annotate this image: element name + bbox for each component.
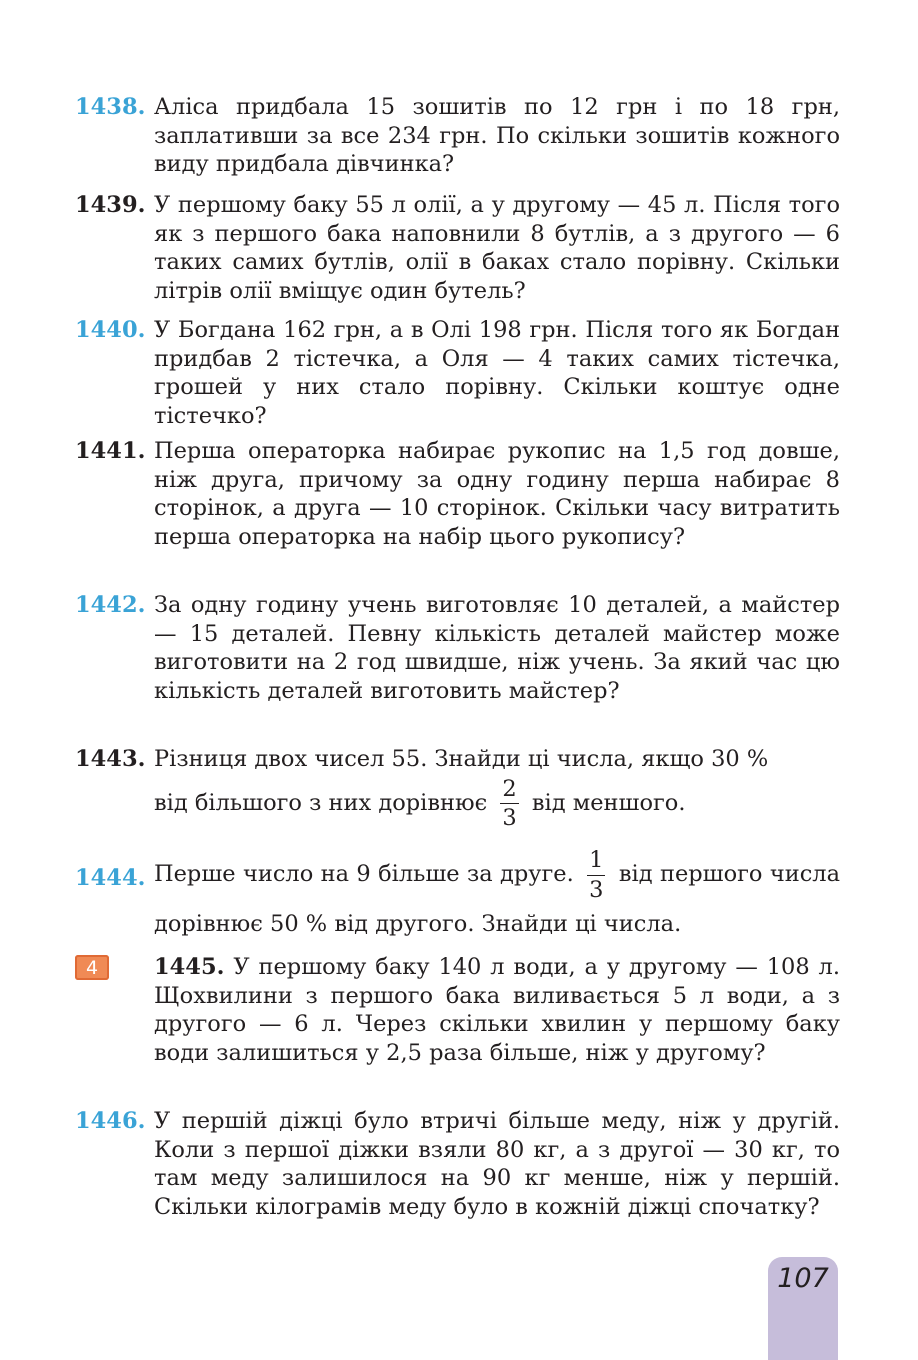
fraction bbox=[500, 775, 518, 831]
problem-text-line bbox=[154, 775, 840, 831]
problem-1438 bbox=[75, 93, 840, 179]
fraction-denominator: 3 bbox=[589, 876, 604, 903]
problem-text bbox=[154, 953, 840, 1067]
fraction-denominator: 3 bbox=[502, 805, 517, 831]
fraction-numerator: 2 bbox=[500, 778, 518, 805]
problem-text bbox=[154, 849, 840, 947]
problem-1439 bbox=[75, 191, 840, 305]
problem-1440 bbox=[75, 316, 840, 430]
fraction-numerator: 1 bbox=[587, 849, 605, 876]
text-before-fraction: Перше число на 9 більше за друге. bbox=[154, 861, 574, 887]
problem-number: 1446. bbox=[75, 1108, 146, 1134]
problem-number: 1439. bbox=[75, 192, 146, 218]
page-number-tab bbox=[768, 1257, 838, 1360]
problem-text: У першій діжці було втричі більше меду, ніж у другій. Коли з першої діжки взяли 80 кг, а з другої — 30 кг, то там меду залишилося на 90 кг менше, ніж у першій. Скільки кілограмів меду було в кожній діжці спочатку? bbox=[154, 1108, 840, 1220]
problem-text-line: Різниця двох чисел 55. Знайди ці числа, якщо 30 % bbox=[154, 746, 769, 772]
problem-1445 bbox=[75, 953, 840, 1067]
problem-1443 bbox=[75, 745, 840, 830]
fraction bbox=[587, 849, 605, 901]
text-before-fraction: від більшого з них дорівнює bbox=[154, 789, 488, 816]
problem-text: У першому баку 55 л олії, а у другому — 45 л. Після того як з першого бака наповнили 8 бутлів, а з другого — 6 таких самих бутлів, олії в баках стало порівну. Скільки літрів олії вміщує один бутель? bbox=[154, 192, 840, 304]
problem-1444 bbox=[75, 849, 840, 947]
problem-number: 1445. bbox=[154, 954, 225, 980]
problem-1446 bbox=[75, 1107, 840, 1221]
problem-1441 bbox=[75, 437, 840, 551]
text-after-fraction: від першого числа дорівнює 50 % від другого. Знайди ці числа. bbox=[154, 861, 841, 937]
problem-text-body: У першому баку 140 л води, а у другому — 108 л. Щохвилини з першого бака виливається 5 л води, а з другого — 6 л. Через скільки хвилин у першому баку води залишиться у 2,5 раза більше, ніж у другому? bbox=[154, 954, 841, 1066]
problem-number: 1444. bbox=[75, 865, 146, 891]
problem-1442 bbox=[75, 591, 840, 705]
problem-number: 1440. bbox=[75, 317, 146, 343]
problem-text: Аліса придбала 15 зошитів по 12 грн і по 18 грн, заплативши за все 234 грн. По скільки зошитів кожного виду придбала дівчинка? bbox=[154, 94, 840, 177]
problem-number: 1443. bbox=[75, 746, 146, 772]
problem-text: За одну годину учень виготовляє 10 деталей, а майстер — 15 деталей. Певну кількість деталей майстер може виготовити на 2 год швидше, ніж учень. За який час цю кількість деталей виготовить майстер? bbox=[154, 592, 840, 704]
text-after-fraction: від меншого. bbox=[531, 789, 686, 816]
problem-number: 1442. bbox=[75, 592, 146, 618]
problem-text bbox=[154, 745, 840, 830]
level-badge: 4 bbox=[75, 955, 109, 980]
problem-number: 1441. bbox=[75, 438, 146, 464]
page-number: 107 bbox=[777, 1263, 829, 1294]
problem-number: 1438. bbox=[75, 94, 146, 120]
problem-text: Перша операторка набирає рукопис на 1,5 год довше, ніж друга, причому за одну годину перша набирає 8 сторінок, а друга — 10 сторінок. Скільки часу витратить перша операторка на набір цього рукопису? bbox=[154, 438, 840, 550]
problem-text: У Богдана 162 грн, а в Олі 198 грн. Після того як Богдан придбав 2 тістечка, а Оля — 4 таких самих тістечка, грошей у них стало порівну. Скільки коштує одне тістечко? bbox=[154, 317, 840, 429]
